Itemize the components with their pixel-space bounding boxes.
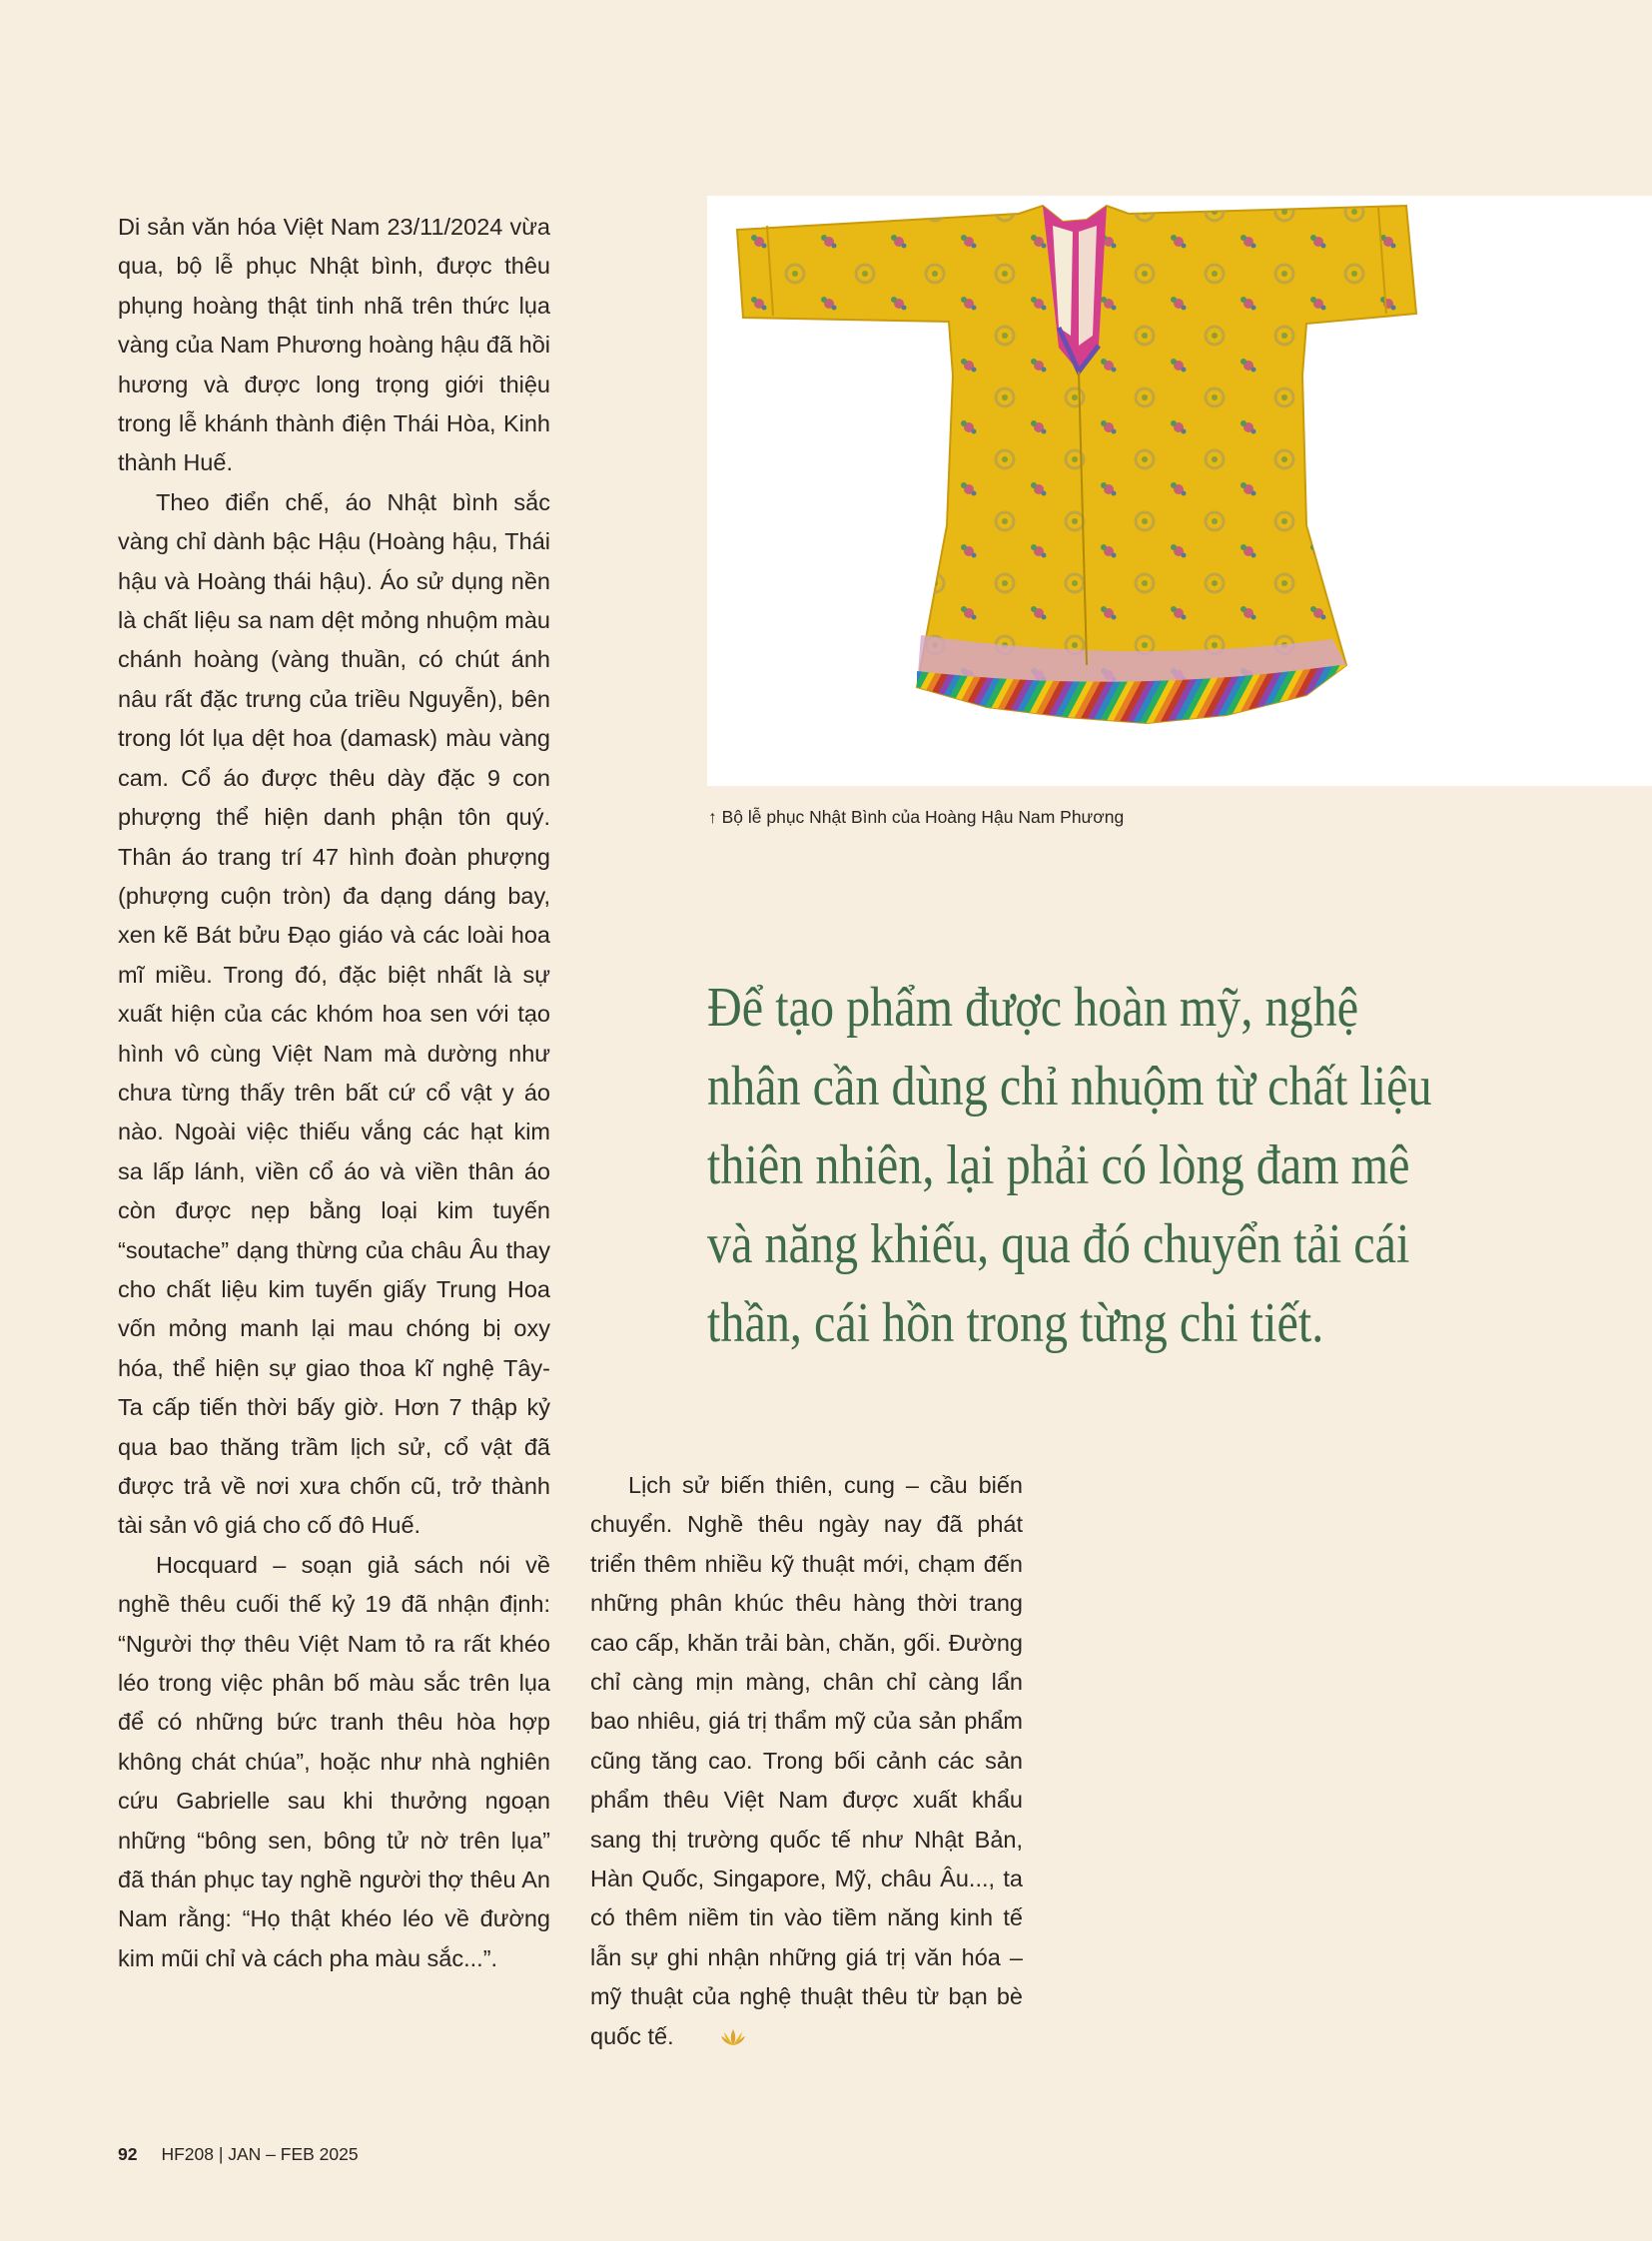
robe-photo: [707, 196, 1652, 786]
pull-quote-line: Để tạo phẩm được hoàn mỹ, nghệ: [707, 977, 1359, 1039]
pull-quote-line: thần, cái hồn trong từng chi tiết.: [707, 1292, 1324, 1354]
left-paragraph-2: Theo điển chế, áo Nhật bình sắc vàng chỉ dành bậc Hậu (Hoàng hậu, Thái hậu và Hoàng thái hậu). Áo sử dụng nền là chất liệu sa nam dệt mỏng nhuộm màu chánh hoàng (vàng thuần, có chút ánh nâu rất đặc trưng của triều Nguyễn), bên trong lót lụa dệt hoa (damask) màu vàng cam. Cổ áo được thêu dày đặc 9 con phượng thể hiện danh phận tôn quý. Thân áo trang trí 47 hình đoàn phượng (phượng cuộn tròn) đa dạng dáng bay, xen kẽ Bát bửu Đạo giáo và các loài hoa mĩ miều. Trong đó, đặc biệt nhất là sự xuất hiện của các khóm hoa sen với tạo hình vô cùng Việt Nam mà dường như chưa từng thấy trên bất cứ cổ vật y áo nào. Ngoài việc thiếu vắng các hạt kim sa lấp lánh, viền cổ áo và viền thân áo còn được nẹp bằng loại kim tuyến “soutache” dạng thừng của châu Âu thay cho chất liệu kim tuyến giấy Trung Hoa vốn mỏng manh lại mau chóng bị oxy hóa, thể hiện sự giao thoa kĩ nghệ Tây-Ta cấp tiến thời bấy giờ. Hơn 7 thập kỷ qua bao thăng trầm lịch sử, cổ vật đã được trả về nơi xưa chốn cũ, trở thành tài sản vô giá cho cố đô Huế.: [118, 488, 550, 1539]
page-number: 92: [118, 2144, 138, 2164]
page-footer: [118, 2144, 359, 2165]
photo-caption: ↑ Bộ lễ phục Nhật Bình của Hoàng Hậu Nam Phương: [708, 807, 1125, 827]
bottom-column: [590, 1466, 1023, 2059]
robe-illustration: [707, 196, 1652, 786]
lotus-end-icon: [680, 2020, 748, 2059]
pull-quote-line: thiên nhiên, lại phải có lòng đam mê: [707, 1134, 1410, 1196]
left-paragraph-3: Hocquard – soạn giả sách nói về nghề thêu cuối thế kỷ 19 đã nhận định: “Người thợ thêu Việt Nam tỏ ra rất khéo léo trong việc phân bố màu sắc trên lụa để có những bức tranh thêu hòa hợp không chát chúa”, hoặc như nhà nghiên cứu Gabrielle sau khi thưởng ngoạn những “bông sen, bông tử nờ trên lụa” đã thán phục tay nghề người thợ thêu An Nam rằng: “Họ thật khéo léo về đường kim mũi chỉ và cách pha màu sắc...”.: [118, 1551, 550, 1971]
bottom-paragraph: [590, 1466, 1023, 2059]
pull-quote-line: và năng khiếu, qua đó chuyển tải cái: [707, 1213, 1410, 1275]
pull-quote-line: nhân cần dùng chỉ nhuộm từ chất liệu: [707, 1056, 1432, 1118]
pull-quote: [707, 969, 1480, 1363]
issue-label: HF208 | JAN – FEB 2025: [161, 2144, 359, 2164]
left-column: [118, 208, 550, 1978]
bottom-paragraph-text: Lịch sử biến thiên, cung – cầu biến chuyển. Nghề thêu ngày nay đã phát triển thêm nhiều kỹ thuật mới, chạm đến những phân khúc thêu hàng thời trang cao cấp, khăn trải bàn, chăn, gối. Đường chỉ càng mịn màng, chân chỉ càng lẩn bao nhiêu, giá trị thẩm mỹ của sản phẩm cũng tăng cao. Trong bối cảnh các sản phẩm thêu Việt Nam được xuất khẩu sang thị trường quốc tế như Nhật Bản, Hàn Quốc, Singapore, Mỹ, châu Âu..., ta có thêm niềm tin vào tiềm năng kinh tế lẫn sự ghi nhận những giá trị văn hóa – mỹ thuật của nghệ thuật thêu từ bạn bè quốc tế.: [590, 1472, 1023, 2049]
left-paragraph-1: Di sản văn hóa Việt Nam 23/11/2024 vừa qua, bộ lễ phục Nhật bình, được thêu phụng hoàng thật tinh nhã trên thức lụa vàng của Nam Phương hoàng hậu đã hồi hương và được long trọng giới thiệu trong lễ khánh thành điện Thái Hòa, Kinh thành Huế.: [118, 214, 550, 476]
